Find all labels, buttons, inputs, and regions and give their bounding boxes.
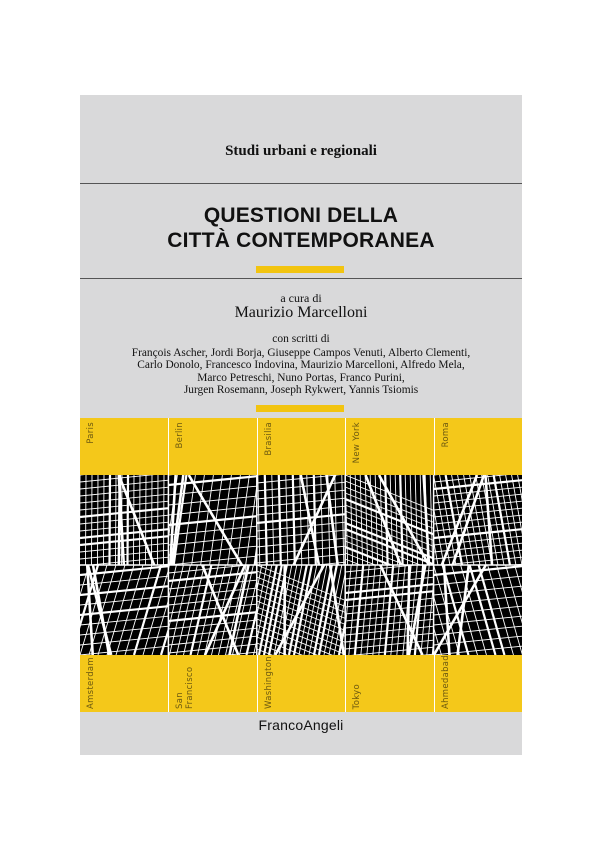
- title-line-2: CITTÀ CONTEMPORANEA: [167, 229, 435, 252]
- contributors-line: Marco Petreschi, Nuno Portas, Franco Purini,: [197, 371, 405, 384]
- title-line-1: QUESTIONI DELLA: [203, 204, 399, 227]
- divider-top: [80, 183, 522, 184]
- contributors-list: [100, 347, 502, 397]
- book-cover: [80, 95, 522, 755]
- city-label: Washington: [263, 656, 274, 709]
- city-label: San Francisco: [175, 666, 196, 709]
- accent-bar-upper: [256, 266, 344, 273]
- city-maps-image: [80, 475, 522, 655]
- accent-bar-lower: [256, 405, 344, 412]
- series-name: Studi urbani e regionali: [225, 143, 377, 159]
- publisher-logo: FrancoAngeli: [258, 717, 344, 733]
- contributors-intro: con scritti di: [272, 333, 330, 345]
- city-label: Amsterdam: [86, 656, 96, 709]
- city-label: Paris: [86, 422, 96, 444]
- city-band-top: [80, 418, 522, 475]
- city-label: Brasilia: [263, 422, 274, 456]
- city-label: Ahmedabad: [440, 654, 451, 709]
- book-title: [80, 203, 522, 253]
- city-band-bottom: [80, 655, 522, 712]
- city-maps-mosaic: [80, 475, 522, 655]
- city-label: Tokyo: [352, 683, 363, 709]
- city-label: Berlin: [175, 422, 186, 449]
- city-label: New York: [352, 422, 363, 464]
- divider-middle: [80, 278, 522, 279]
- contributors-line: Carlo Donolo, Francesco Indovina, Maurizio Marcelloni, Alfredo Mela,: [137, 359, 465, 372]
- contributors-line: Jurgen Rosemann, Joseph Rykwert, Yannis Tsiomis: [183, 384, 419, 397]
- editor-intro: a cura di: [280, 291, 322, 305]
- contributors-line: François Ascher, Jordi Borja, Giuseppe Campos Venuti, Alberto Clementi,: [131, 347, 471, 359]
- editor-name: Maurizio Marcelloni: [234, 304, 368, 321]
- city-label: Roma: [440, 422, 451, 448]
